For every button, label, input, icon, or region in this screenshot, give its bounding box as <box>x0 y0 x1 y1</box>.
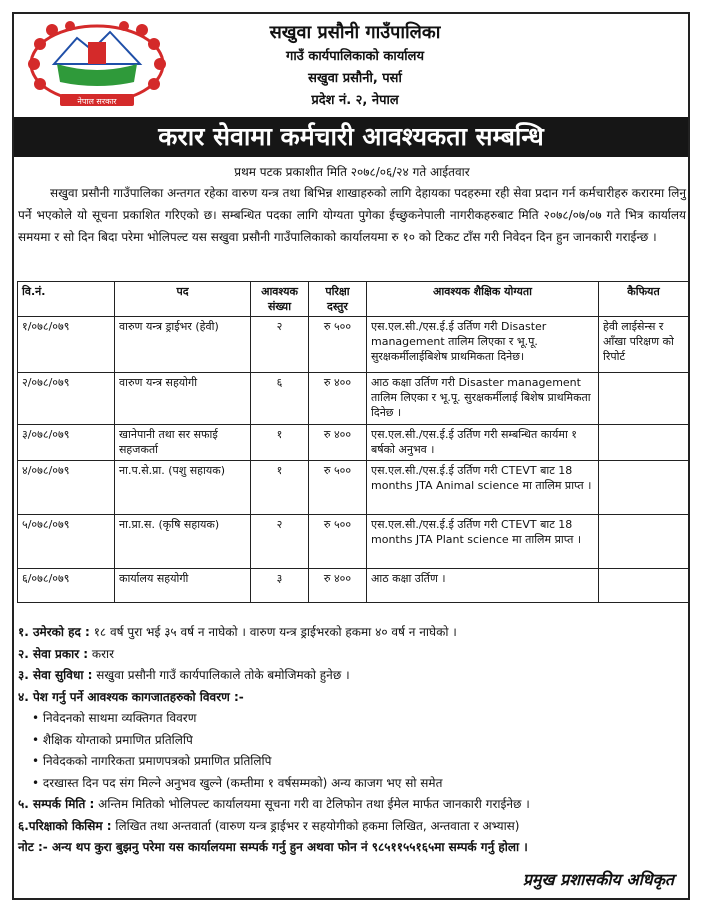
notice-title-banner: करार सेवामा कर्मचारी आवश्यकता सम्बन्धि <box>14 117 688 157</box>
vacancy-table <box>17 281 689 603</box>
contact-label: ५. सम्पर्क मिति : <box>18 797 95 811</box>
row-fee: रु ४०० <box>309 569 367 603</box>
table-row <box>18 515 689 569</box>
note-text: नोट :- अन्य थप कुरा बुझनु परेमा यस कार्यालयमा सम्पर्क गर्नु हुन अथवा फोन नं ९८५११५५१६५मा सम्पर्क गर्नु होला । <box>18 840 528 854</box>
row-qualification: आठ कक्षा उर्तिण गरी Disaster management तालिम लिएका र भू.पू. सुरक्षकर्मीलाई बिशेष प्राथमिकता दिनेछ । <box>367 373 599 425</box>
province-line: प्रदेश नं. २, नेपाल <box>311 93 399 108</box>
row-post: कार्यालय सहयोगी <box>115 569 251 603</box>
row-fee: रु ५०० <box>309 515 367 569</box>
age-text: १८ वर्ष पुरा भई ३५ वर्ष न नाघेको । वारुण यन्त्र ड्राईभरको हकमा ४० वर्ष न नाघेको । <box>93 625 457 639</box>
table-row <box>18 461 689 515</box>
row-qualification: एस.एल.सी./एस.ई.ई उर्तिण गरी Disaster management तालिम लिएका र भू.पू. सुरक्षकर्मीलाईबिशेष प्राथमिकता दिनेछ। <box>367 317 599 373</box>
row-qualification: एस.एल.सी./एस.ई.ई उर्तिण गरी सम्बन्धित कार्यमा १ बर्षको अनुभव । <box>367 425 599 461</box>
conditions-section <box>18 622 686 859</box>
table-row <box>18 425 689 461</box>
row-count: ६ <box>251 373 309 425</box>
doc-item: निवेदनको साथमा व्यक्तिगत विवरण <box>42 711 197 725</box>
row-fee: रु ४०० <box>309 425 367 461</box>
row-serial: ५/०७८/०७९ <box>18 515 115 569</box>
nepal-government-emblem-icon <box>22 20 172 112</box>
row-post: खानेपानी तथा सर सफाई सहजकर्ता <box>115 425 251 461</box>
docs-label: ४. पेश गर्नु पर्ने आवश्यक कागजातहरुको विवरण :- <box>18 689 244 704</box>
row-fee: रु ५०० <box>309 461 367 515</box>
row-serial: ४/०७८/०७९ <box>18 461 115 515</box>
row-count: ३ <box>251 569 309 603</box>
office-location: सखुवा प्रसौनी, पर्सा <box>308 71 402 86</box>
table-row <box>18 373 689 425</box>
row-count: १ <box>251 461 309 515</box>
row-serial: ६/०७८/०७९ <box>18 569 115 603</box>
row-post: वारुण यन्त्र सहयोगी <box>115 373 251 425</box>
row-count: २ <box>251 317 309 373</box>
exam-type <box>18 816 686 838</box>
header-remarks: कैफियत <box>599 282 689 317</box>
header-serial: वि.नं. <box>18 282 115 317</box>
municipality-name: सखुवा प्रसौनी गाउँपालिका <box>269 22 441 43</box>
row-serial: ३/०७८/०७९ <box>18 425 115 461</box>
list-item: • दरखास्त दिन पद संग मिल्ने अनुभव खुल्ने (कम्तीमा १ वर्षसम्मको) अन्य काजग भए सो समेत <box>32 775 443 790</box>
service-label: २. सेवा प्रकार : <box>18 646 89 661</box>
row-qualification: एस.एल.सी./एस.ई.ई उर्तिण गरी CTEVT बाट 18 months JTA Plant science मा तालिम प्राप्त । <box>367 515 599 569</box>
intro-paragraph: सखुवा प्रसौनी गाउँपालिका अन्तगत रहेका वारुण यन्त्र तथा बिभिन्न शाखाहरुको लागि देहायका पदहरुमा रही सेवा प्रदान गर्न कर्मचारीहरु करारमा लिनु पर्ने भएकोले यो सूचना प्रकाशित गरिएको छ। सम्बन्धित पदका लागि योग्यता पुगेका ईच्छुकनेपाली नागरीकहरुबाट मिति २०७८/०७/०७ गते भित्र कार्यालय समयमा र सो दिन बिदा परेमा भोलिपल्ट यस सखुवा प्रसौनी गाउँपालिकाको कार्यालयमा रु १० को टिकट टाँस गरी निवेदन दिन हुन जानकारी गराईन्छ । <box>18 186 686 244</box>
exam-text: लिखित तथा अन्तवार्ता (वारुण यन्त्र ड्राईभर र सहयोगीको हकमा लिखित, अन्तवाता र अभ्यास) <box>115 818 520 833</box>
row-fee: रु ४०० <box>309 373 367 425</box>
facility-label: ३. सेवा सुविधा : <box>18 668 93 682</box>
row-post: ना.प्रा.स. (कृषि सहायक) <box>115 515 251 569</box>
row-remarks <box>599 373 689 425</box>
header-post: पद <box>115 282 251 317</box>
exam-label: ६.परिक्षाको किसिम : <box>18 818 112 833</box>
row-post: वारुण यन्त्र ड्राईभर (हेवी) <box>115 317 251 373</box>
row-post: ना.प.से.प्रा. (पशु सहायक) <box>115 461 251 515</box>
row-remarks <box>599 461 689 515</box>
row-remarks <box>599 425 689 461</box>
row-fee: रु ५०० <box>309 317 367 373</box>
list-item: • निवेदनको साथमा व्यक्तिगत विवरण <box>32 711 197 725</box>
row-count: २ <box>251 515 309 569</box>
header-fee: परिक्षा दस्तुर <box>309 282 367 317</box>
row-serial: १/०७८/०७९ <box>18 317 115 373</box>
service-text: करार <box>91 646 115 661</box>
note-line <box>18 837 686 859</box>
signature-title: प्रमुख प्रशासकीय अधिकृत <box>522 870 674 889</box>
age-limit <box>18 622 686 644</box>
service-type <box>18 644 686 666</box>
row-qualification: एस.एल.सी./एस.ई.ई उर्तिण गरी CTEVT बाट 18 months JTA Animal science मा तालिम प्राप्त । <box>367 461 599 515</box>
documents-heading <box>18 687 686 709</box>
row-remarks <box>599 569 689 603</box>
contact-date <box>18 794 686 816</box>
office-name: गाउँ कार्यपालिकाको कार्यालय <box>286 49 424 64</box>
doc-item: निवेदकको नागरिकता प्रमाणपत्रको प्रमाणित प्रतिलिपि <box>42 754 272 768</box>
doc-item: दरखास्त दिन पद संग मिल्ने अनुभव खुल्ने (कम्तीमा १ वर्षसम्मको) अन्य काजग भए सो समेत <box>42 775 443 790</box>
row-remarks: हेवी लाईसेन्स र आँखा परिक्षण को रिपोर्ट <box>599 317 689 373</box>
table-row <box>18 317 689 373</box>
row-remarks <box>599 515 689 569</box>
doc-item: शैक्षिक योग्ताको प्रमाणित प्रतिलिपि <box>42 732 193 747</box>
row-serial: २/०७८/०७९ <box>18 373 115 425</box>
row-count: १ <box>251 425 309 461</box>
contact-text: अन्तिम मितिको भोलिपल्ट कार्यालयमा सूचना गरी वा टेलिफोन तथा ईमेल मार्फत जानकारी गराईनेछ । <box>98 797 530 811</box>
table-row <box>18 569 689 603</box>
header-count: आवश्यक संख्या <box>251 282 309 317</box>
facility-text: सखुवा प्रसौनी गाउँ कार्यपालिकाले तोके बमोजिमको हुनेछ । <box>96 668 350 682</box>
list-item: • निवेदकको नागरिकता प्रमाणपत्रको प्रमाणित प्रतिलिपि <box>32 754 272 768</box>
row-qualification: आठ कक्षा उर्तिण । <box>367 569 599 603</box>
published-date: प्रथम पटक प्रकाशीत मिति २०७८/०६/२४ गते आईतवार <box>234 165 470 179</box>
table-header-row <box>18 282 689 317</box>
emblem-text: नेपाल सरकार <box>77 97 117 106</box>
age-label: १. उमेरको हद : <box>18 625 90 639</box>
header-qualification: आवश्यक शैक्षिक योग्यता <box>367 282 599 317</box>
list-item: • शैक्षिक योग्ताको प्रमाणित प्रतिलिपि <box>32 732 193 747</box>
service-facility <box>18 665 686 687</box>
